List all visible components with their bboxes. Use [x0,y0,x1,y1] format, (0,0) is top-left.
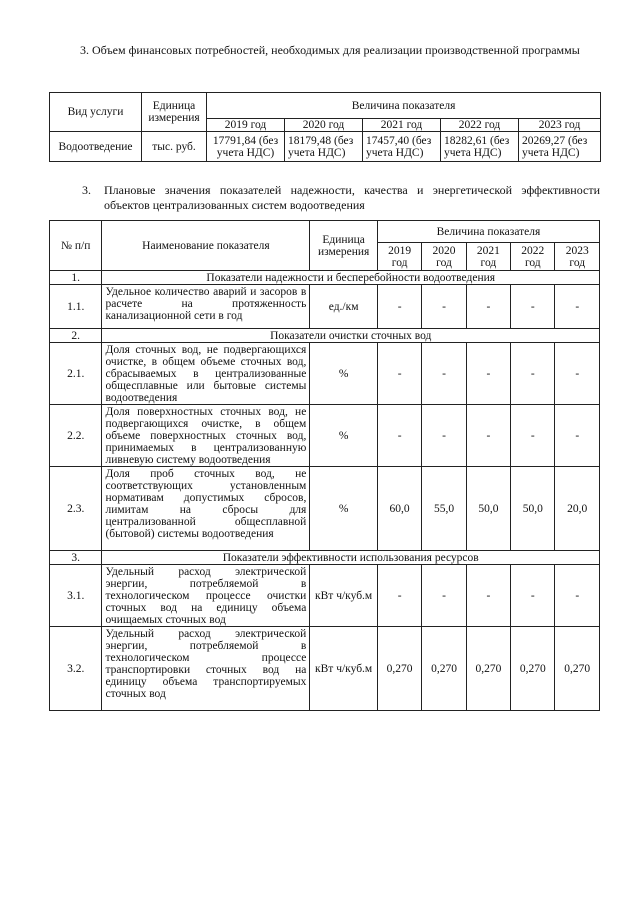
indicator-unit: % [310,467,378,551]
year-header: 2022 год [441,119,519,132]
value-cell: 17791,84 (без учета НДС) [207,132,285,162]
year-header: 2021 год [363,119,441,132]
indicator-row [50,343,600,405]
section-title: Показатели эффективности использования ресурсов [102,551,600,565]
indicator-unit: % [310,405,378,467]
value-cell: 18282,61 (без учета НДС) [441,132,519,162]
year-header: 2019 год [207,119,285,132]
service-cell: Водоотведение [50,132,142,162]
financial-needs-table [49,92,601,162]
indicator-row [50,467,600,551]
row-number: 2. [50,329,102,343]
year-header: 2019 год [377,243,421,271]
header-value: Величина показателя [207,93,601,119]
indicator-value: 0,270 [511,627,555,711]
year-header: 2020 год [422,243,466,271]
section-row [50,329,600,343]
year-header: 2023 год [555,243,600,271]
indicator-value: - [377,285,421,329]
indicator-unit: кВт ч/куб.м [310,627,378,711]
section-2-number: 3. [82,183,91,197]
indicator-value: - [377,343,421,405]
indicator-value: - [555,285,600,329]
indicator-value: - [422,565,466,627]
indicator-value: - [555,343,600,405]
header-num: № п/п [50,221,102,271]
indicator-value: 50,0 [466,467,510,551]
header-name: Наименование показателя [102,221,310,271]
indicator-value: 60,0 [377,467,421,551]
section-title: Показатели очистки сточных вод [102,329,600,343]
indicator-name: Доля сточных вод, не подвергающихся очистке, в общем объеме сточных вод, сбрасываемых в централизованные общесплавные или бытовые системы водоотведения [102,343,310,405]
header-unit: Единица измерения [310,221,378,271]
indicator-value: - [555,565,600,627]
indicator-value: - [511,565,555,627]
section-row [50,551,600,565]
unit-cell: тыс. руб. [142,132,207,162]
row-number: 3.2. [50,627,102,711]
indicator-value: - [511,285,555,329]
indicator-row [50,565,600,627]
indicator-value: 50,0 [511,467,555,551]
indicator-value: - [555,405,600,467]
indicator-value: - [511,343,555,405]
indicator-value: - [511,405,555,467]
section-1-heading: 3. Объем финансовых потребностей, необходимых для реализации производственной программы [80,43,580,57]
indicator-value: 20,0 [555,467,600,551]
indicator-name: Доля поверхностных сточных вод, не подвергающихся очистке, в общем объеме поверхностных сточных вод, принимаемых в централизованную ливневую систему водоотведения [102,405,310,467]
row-number: 2.1. [50,343,102,405]
section-row [50,271,600,285]
indicator-unit: кВт ч/куб.м [310,565,378,627]
indicator-unit: ед./км [310,285,378,329]
indicator-unit: % [310,343,378,405]
indicator-value: - [422,405,466,467]
indicator-value: 0,270 [377,627,421,711]
row-number: 2.3. [50,467,102,551]
section-title: Показатели надежности и бесперебойности водоотведения [102,271,600,285]
indicators-table [49,220,600,711]
header-value: Величина показателя [377,221,599,243]
indicator-row [50,285,600,329]
value-cell: 17457,40 (без учета НДС) [363,132,441,162]
value-cell: 18179,48 (без учета НДС) [285,132,363,162]
indicator-value: - [422,285,466,329]
indicator-value: - [466,565,510,627]
value-cell: 20269,27 (без учета НДС) [519,132,601,162]
header-unit: Единица измерения [142,93,207,132]
indicator-value: 0,270 [555,627,600,711]
year-header: 2021 год [466,243,510,271]
indicator-row [50,405,600,467]
year-header: 2023 год [519,119,601,132]
indicator-value: 0,270 [422,627,466,711]
row-number: 1.1. [50,285,102,329]
indicator-row [50,627,600,711]
row-number: 1. [50,271,102,285]
year-header: 2022 год [511,243,555,271]
indicator-name: Удельное количество аварий и засоров в расчете на протяженность канализационной сети в год [102,285,310,329]
indicator-value: 55,0 [422,467,466,551]
year-header: 2020 год [285,119,363,132]
indicator-value: - [466,405,510,467]
indicator-value: 0,270 [466,627,510,711]
row-number: 3. [50,551,102,565]
indicator-value: - [377,565,421,627]
indicator-name: Удельный расход электрической энергии, потребляемой в технологическом процессе очистки сточных вод на единицу объема очищаемых сточных вод [102,565,310,627]
indicator-value: - [466,285,510,329]
indicator-value: - [422,343,466,405]
section-2-heading [52,183,600,213]
row-number: 3.1. [50,565,102,627]
indicator-name: Удельный расход электрической энергии, потребляемой в технологическом процессе транспортировки сточных вод на единицу объема транспортируемых сточных вод [102,627,310,711]
indicator-name: Доля проб сточных вод, не соответствующих установленным нормативам допустимых сбросов, лимитам на сбросы для централизованной общесплавной (бытовой) системы водоотведения [102,467,310,551]
indicator-value: - [466,343,510,405]
row-number: 2.2. [50,405,102,467]
header-service: Вид услуги [50,93,142,132]
indicator-value: - [377,405,421,467]
section-2-title: Плановые значения показателей надежности, качества и энергетической эффективности объектов централизованных систем водоотведения [104,183,600,212]
